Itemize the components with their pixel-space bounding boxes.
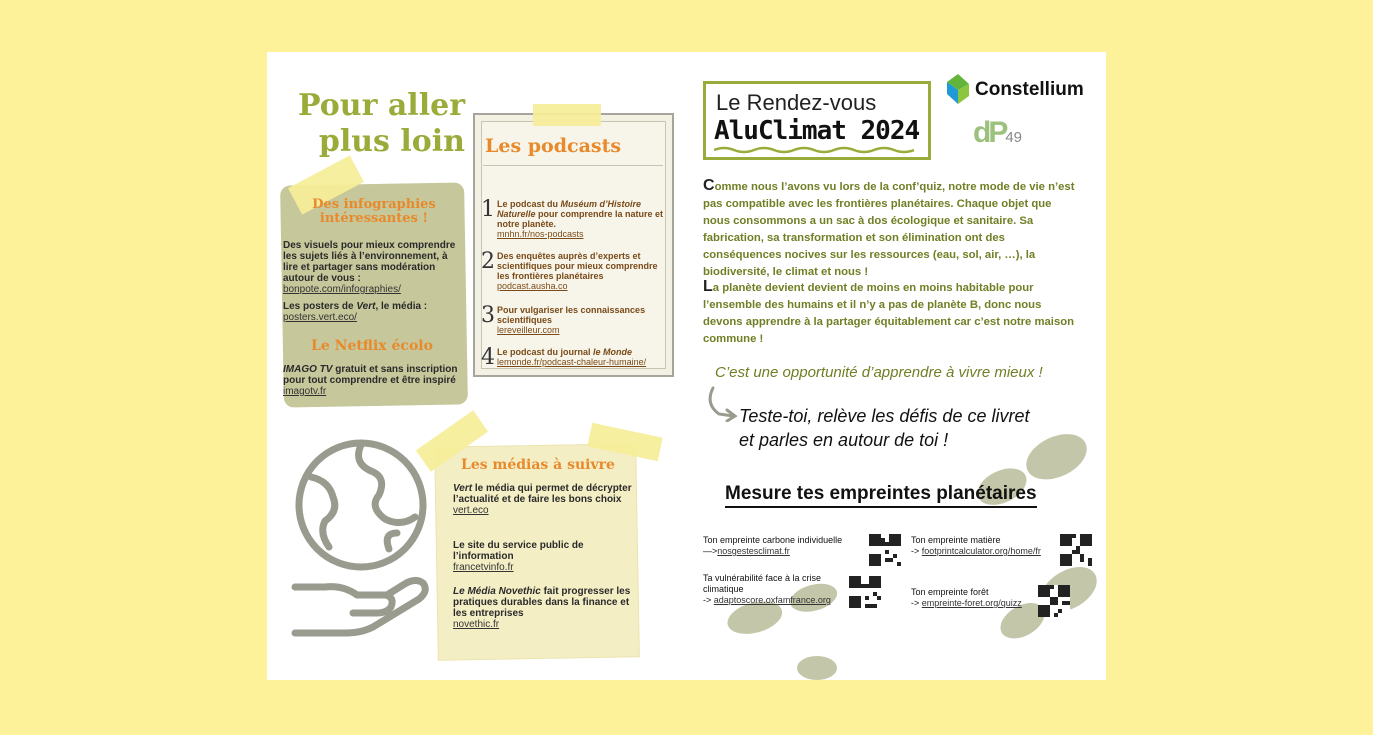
podcast-text: Pour vulgariser les connaissances scientifiques [497, 305, 646, 325]
podcast-em: le Monde [593, 347, 633, 357]
tape-decoration [533, 104, 601, 126]
intro-paragraph-2 [703, 278, 1081, 348]
imago-name: IMAGO TV [283, 364, 333, 375]
paragraph-text: a planète devient devient de moins en moins habitable pour l’ensemble des humains et il n’y a pas de planète B, donc nous devons apprendre à la partager équitablement car c’est notre maison commune ! [703, 282, 1075, 345]
podcast-text: Le podcast du [497, 199, 561, 209]
media-text: le média qui permet de décrypter l’actualité et de faire les bons choix [453, 483, 632, 505]
qr-code-icon[interactable] [1060, 534, 1092, 566]
podcast-link[interactable]: mnhn.fr/nos-podcasts [497, 229, 584, 239]
page-title-text: Pour aller plus loin [298, 88, 465, 159]
podcast-text-post: pour comprendre la nature et notre planète. [497, 209, 664, 229]
wave-underline-icon [714, 146, 914, 154]
page-title [295, 88, 465, 160]
bonpote-link[interactable]: bonpote.com/infographies/ [283, 284, 401, 295]
francetvinfo-link[interactable]: francetvinfo.fr [453, 562, 514, 573]
challenge-line2: et parles en autour de toi ! [739, 430, 949, 450]
podcasts-box [473, 113, 674, 377]
dp49-logo-letters: dP [973, 116, 1006, 149]
event-title-box [703, 81, 931, 160]
footprint-arrow: -> [911, 546, 922, 556]
podcast-number: 1 [481, 197, 495, 222]
infographies-body [283, 240, 459, 323]
dp49-logo [973, 116, 1022, 150]
netflix-text: gratuit et sans inscription pour tout comprendre et être inspiré [283, 364, 458, 386]
infographies-heading: Des infographies intéressantes ! [312, 197, 436, 226]
footprint-arrow: -> [911, 598, 922, 608]
footprint-arrow: -> [703, 595, 714, 605]
posters-prefix: Les posters de [283, 301, 357, 312]
media-name: Vert [453, 483, 473, 494]
challenge-line1: Teste-toi, relève les défis de ce livret [739, 406, 1030, 426]
qr-code-icon[interactable] [849, 576, 881, 608]
footprint-item [703, 535, 863, 557]
footprint-label: Ton empreinte carbone individuelle [703, 535, 843, 545]
media-text: fait progresser les pratiques durables dans la finance et les entreprises [453, 586, 631, 619]
posters-line [283, 301, 459, 312]
footprints-heading: Mesure tes empreintes planétaires [725, 482, 1037, 508]
podcast-number: 3 [481, 303, 495, 328]
medias-item [453, 540, 641, 573]
footprint-link[interactable]: footprintcalculator.org/home/fr [921, 546, 1041, 556]
posters-suffix: , le média : [375, 301, 428, 312]
event-title-line1: Le Rendez-vous [716, 90, 877, 115]
footprint-item [703, 573, 843, 606]
footprint-label: Ta vulnérabilité face à la crise climatique [703, 573, 822, 594]
drop-cap: L [703, 278, 713, 295]
podcast-link[interactable]: podcast.ausha.co [497, 281, 568, 291]
qr-code-icon[interactable] [1038, 585, 1070, 617]
media-text: Le site du service public de l’information [453, 540, 584, 562]
podcast-number: 2 [481, 249, 495, 274]
netflix-heading: Le Netflix écolo [311, 338, 433, 354]
posters-link[interactable]: posters.vert.eco/ [283, 312, 357, 323]
imagotv-link[interactable]: imagotv.fr [283, 386, 327, 397]
novethic-link[interactable]: novethic.fr [453, 619, 500, 630]
leaflet-page [267, 52, 1106, 680]
podcasts-divider [483, 165, 663, 166]
podcast-link[interactable]: lereveilleur.com [497, 325, 560, 335]
globe-in-hand-icon [291, 437, 441, 637]
footprint-label: Ton empreinte matière [911, 535, 1001, 545]
footprint-arrow: —> [703, 546, 718, 556]
posters-name: Vert [356, 301, 376, 312]
intro-paragraph-1 [703, 177, 1081, 281]
footprint-icon [795, 646, 839, 680]
podcast-link[interactable]: lemonde.fr/podcast-chaleur-humaine/ [497, 357, 647, 367]
dp49-logo-number: 49 [1005, 129, 1023, 146]
podcast-text: Des enquêtes auprès d’experts et scientifiques pour mieux comprendre les frontières planétaires [497, 251, 658, 281]
medias-heading: Les médias à suivre [461, 457, 615, 473]
footprint-link[interactable]: adaptoscore.oxfamfrance.org [713, 595, 831, 605]
constellium-logo-icon [947, 74, 969, 104]
podcast-em: Muséum d’Histoire Naturelle [497, 199, 642, 219]
footprint-label: Ton empreinte forêt [911, 587, 989, 597]
constellium-logo-text: Constellium [975, 79, 1084, 100]
footprint-item [911, 535, 1061, 557]
qr-code-icon[interactable] [869, 534, 901, 566]
event-title-line2: AluClimat 2024 [714, 116, 920, 146]
podcast-number: 4 [481, 345, 495, 370]
footprint-link[interactable]: empreinte-foret.org/quizz [921, 598, 1022, 608]
medias-item [453, 483, 641, 516]
vert-link[interactable]: vert.eco [453, 505, 489, 516]
paragraph-text: omme nous l’avons vu lors de la conf’quiz, notre mode de vie n’est pas compatible avec les frontières planétaires. Chaque objet que nous consommons a un sac à dos écologique et sanitaire. Sa fabrication, sa transformation et son élimination ont des conséquences nocives sur les ressources (eau, sol, air, …), la biodiversité, le climat et nous ! [703, 181, 1075, 278]
media-name: Le Média Novethic [453, 586, 541, 597]
opportunity-quote: C’est une opportunité d’apprendre à vivre mieux ! [715, 364, 1043, 381]
podcasts-heading: Les podcasts [485, 135, 622, 157]
drop-cap: C [703, 177, 715, 194]
netflix-body [283, 364, 459, 397]
footprint-link[interactable]: nosgestesclimat.fr [717, 546, 790, 556]
podcast-text: Le podcast du journal [497, 347, 594, 357]
curved-arrow-icon [705, 386, 741, 422]
infographies-text: Des visuels pour mieux comprendre les sujets liés à l’environnement, à lire et partager sans modération autour de vous : [283, 240, 456, 284]
medias-item [453, 586, 641, 630]
